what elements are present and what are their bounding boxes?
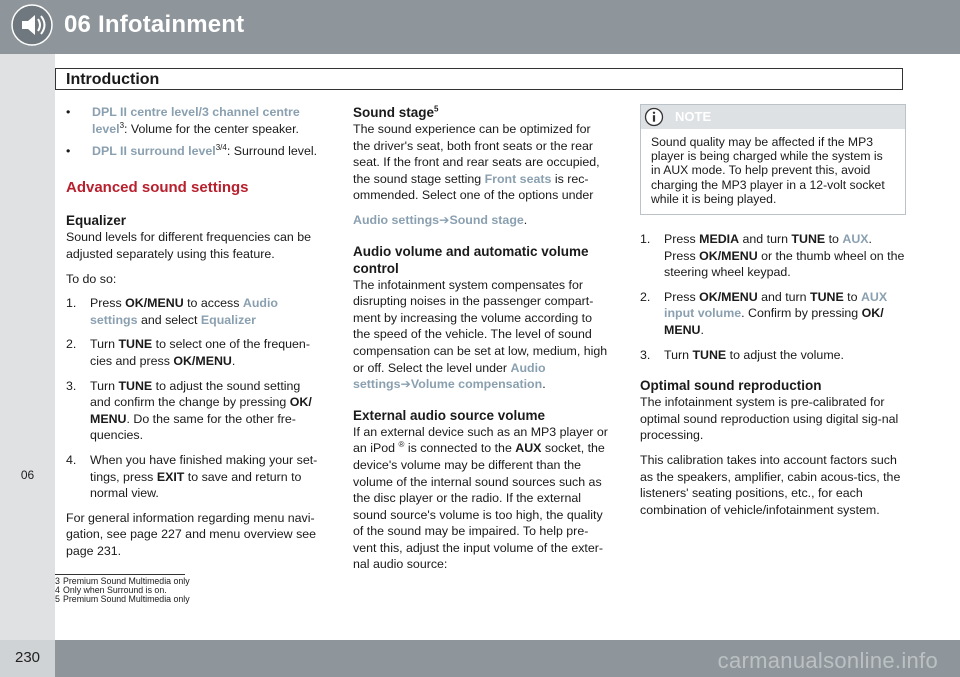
- paragraph: The sound experience can be optimized for the driver's seat, both front seats or the rear seat. If the front and rear seats are occupied, the sound stage setting Front seats is rec-ommended. Select one of the options under: [353, 122, 600, 203]
- chapter-title: 06 Infotainment: [64, 11, 245, 38]
- column-right: [640, 104, 906, 526]
- avc-heading: Audio volume and automatic volume control: [353, 243, 589, 276]
- list-item: • DPL II centre level/3 channel centre level$^3$: Volume for the center speaker.: [66, 105, 300, 136]
- footnote-divider: [55, 574, 185, 575]
- menu-link[interactable]: Equalizer: [200, 312, 256, 327]
- sidebar-chapter-number: 06: [20, 468, 35, 482]
- footnote: 4 Only when Surround is on.: [55, 585, 167, 595]
- footnote: 5 Premium Sound Multimedia only: [55, 594, 190, 604]
- step-item: 1. Press OK/MENU to access Audio settings and select Equalizer: [66, 296, 278, 327]
- step-item: 2. Press OK/MENU and turn TUNE to AUX input volume. Confirm by pressing OK/ MENU.: [640, 289, 888, 337]
- chapter-header: [0, 0, 960, 54]
- paragraph: This calibration takes into account factors such as the speakers, amplifier, cabin acous-tics, the listeners' seating positions, etc., for each combination of vehicle/infotainment system.: [640, 452, 901, 517]
- paragraph: The infotainment system is pre-calibrated for optimal sound reproduction using digital sig-nal processing.: [640, 395, 899, 443]
- step-item: 3. Turn TUNE to adjust the volume.: [640, 347, 844, 362]
- arrow-right-icon: ➔: [439, 212, 450, 227]
- step-item: 2. Turn TUNE to select one of the frequen-cies and press OK/MENU.: [66, 337, 310, 368]
- column-middle: [353, 104, 611, 581]
- equalizer-heading: Equalizer: [66, 213, 127, 229]
- info-icon: [644, 107, 664, 127]
- note-title: NOTE: [675, 109, 712, 124]
- advanced-heading: Advanced sound settings: [66, 178, 249, 196]
- footnote: 3 Premium Sound Multimedia only: [55, 576, 190, 586]
- paragraph: If an external device such as an MP3 player or an iPod ® is connected to the AUX socket, the device's volume may be different than the volume of the internal sound sources such as the disc player or the radio. If the external sound source's volume is too high, the quality of the sound may be impaired. To help pre-vent this, adjust the input volume of the exter-nal audio source:: [353, 424, 608, 572]
- column-left: [66, 104, 322, 567]
- optimal-sound-heading: Optimal sound reproduction: [640, 378, 822, 394]
- ext-volume-heading: External audio source volume: [353, 407, 546, 423]
- speaker-icon: [10, 3, 54, 47]
- step-item: 1. Press MEDIA and turn TUNE to AUX. Press OK/MENU or the thumb wheel on the steering wheel keypad.: [640, 232, 905, 280]
- menu-link[interactable]: AUX: [842, 232, 869, 247]
- menu-link[interactable]: DPL II surround level: [92, 144, 216, 159]
- list-item: • DPL II surround level$^{3/4}$: Surround level.: [66, 143, 318, 159]
- step-item: 4. When you have finished making your set-tings, press EXIT to save and return to normal view.: [66, 452, 318, 501]
- paragraph: The infotainment system compensates for disrupting noises in the passenger compart-ment by increasing the volume according to the speed of the vehicle. The level of sound compensation can be set at low, medium, high or off. Select the level under Audio settings➔Volume compensation.: [353, 277, 608, 392]
- menu-link[interactable]: Audio settings: [90, 296, 278, 327]
- step-item: 3. Turn TUNE to adjust the sound setting and confirm the change by pressing OK/ MENU. Do the same for the other fre-quencies.: [66, 378, 312, 443]
- paragraph: To do so:: [66, 271, 117, 286]
- sound-stage-heading: Sound stage$^5$: [353, 104, 439, 120]
- note-text: Sound quality may be affected if the MP3 player is being charged while the system is in AUX mode. To help prevent this, avoid charging the MP3 player in a 12-volt socket while it is being played.: [651, 135, 885, 206]
- menu-path: Audio settings➔Sound stage.: [353, 212, 528, 227]
- menu-link[interactable]: Front seats: [484, 171, 552, 186]
- section-title: Introduction: [55, 68, 903, 90]
- menu-link[interactable]: DPL II centre level/3 channel centre level: [92, 105, 300, 136]
- paragraph: For general information regarding menu navi-gation, see page 227 and menu overview see page 231.: [66, 510, 317, 558]
- paragraph: Sound levels for different frequencies can be adjusted separately using this feature.: [66, 230, 311, 261]
- page-footer: [0, 640, 960, 677]
- arrow-right-icon: ➔: [400, 377, 411, 392]
- chapter-sidebar: [0, 54, 55, 640]
- page-number: 230: [14, 649, 41, 666]
- menu-link[interactable]: AUX input volume: [664, 289, 888, 321]
- note-box: [640, 104, 906, 215]
- watermark: carmanualsonline.info: [717, 648, 938, 673]
